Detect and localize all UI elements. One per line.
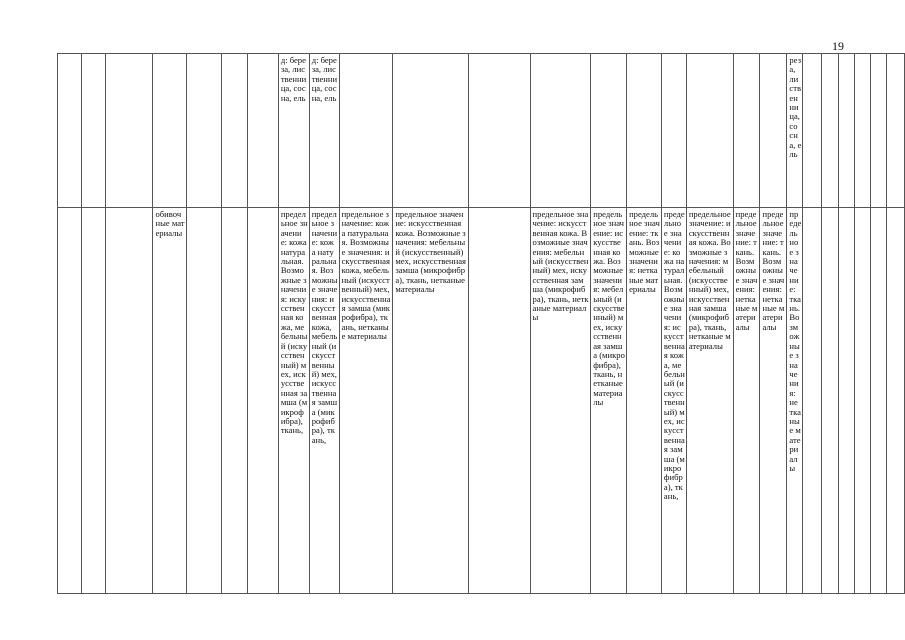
table-cell xyxy=(661,54,686,208)
table-cell xyxy=(468,54,530,208)
table-cell: предельное значение: кожа натуральная. Возможные значения: искусственная кожа, мебельный (искусственный) мех, искусственная замша (микрофибра), ткань, xyxy=(278,208,309,594)
document-table xyxy=(57,53,905,594)
table-cell xyxy=(839,208,855,594)
table-cell: предельное значение: кожа натуральная. Возможные значения: искусственная кожа, мебельный (искусственный) мех, искусственная замша (микрофибра), ткань, xyxy=(309,208,339,594)
table-cell xyxy=(393,54,469,208)
table-cell xyxy=(530,54,591,208)
table-cell xyxy=(803,208,822,594)
table-cell xyxy=(339,54,393,208)
table-cell xyxy=(58,54,82,208)
table-cell: предельное значение: искусственная кожа. Возможные значения: мебельный (искусственный) мех, искусственная замша (микрофибра), ткань, нетканые материалы xyxy=(530,208,591,594)
table-cell: предельное значение: кожа натуральная. Возможные значения: искусственная кожа, мебельный (искусственный) мех, искусственная замша (микрофибра), ткань, xyxy=(661,208,686,594)
table-cell xyxy=(187,208,222,594)
table-cell: предельное значение: ткань. Возможные значения: нетканые материалы xyxy=(760,208,787,594)
table-cell xyxy=(760,54,787,208)
table-cell: д: береза, лиственница, сосна, ель xyxy=(278,54,309,208)
table-cell xyxy=(822,208,839,594)
table-cell: предельное значение: ткань. Возможные значения: нетканые материалы xyxy=(787,208,803,594)
table-cell: реза, лиственница, сосна, ель xyxy=(787,54,803,208)
table-cell xyxy=(855,54,871,208)
table-cell xyxy=(886,54,904,208)
table-cell xyxy=(222,208,248,594)
table-cell xyxy=(222,54,248,208)
table-cell: обивочные материалы xyxy=(153,208,187,594)
table-cell: предельное значение: ткань. Возможные значения: нетканые материалы xyxy=(627,208,662,594)
table-cell xyxy=(58,208,82,594)
table-cell xyxy=(248,54,279,208)
table-cell xyxy=(81,208,105,594)
table-cell: предельное значение: искусственная кожа. Возможные значения: мебельный (искусственный) мех, искусственная замша (микрофибра), ткань, нетканые материалы xyxy=(393,208,469,594)
table-cell xyxy=(886,208,904,594)
table-row xyxy=(58,208,905,594)
table-cell xyxy=(733,54,760,208)
table-row xyxy=(58,54,905,208)
page-number: 19 xyxy=(832,39,844,53)
table-cell xyxy=(855,208,871,594)
table-cell: предельное значение: кожа патуральная. Возможные значения: искусственная кожа, мебельный (искусственный) мех, искусственная замша (микрофибра), ткань, нетканые материалы xyxy=(339,208,393,594)
table-cell: д: береза, лиственница, сосна, ель xyxy=(309,54,339,208)
table-cell xyxy=(153,54,187,208)
table-cell xyxy=(468,208,530,594)
table-cell xyxy=(686,54,733,208)
table-cell xyxy=(870,208,886,594)
table-cell xyxy=(870,54,886,208)
table-cell: предельное значение: искусственная кожа. Возможные значения: мебельный (искусственный) мех, искусственная замша (микрофибра), ткань, нетканые материалы xyxy=(686,208,733,594)
table-cell xyxy=(803,54,822,208)
table-cell: предельное значение: искусственная кожа. Возможные значения: мебельный (искусственный) мех, искусственная замша (микрофибра), ткань, нетканые материалы xyxy=(591,208,627,594)
table-cell xyxy=(187,54,222,208)
table-cell: предельное значение: ткань. Возможные значения: нетканые материалы xyxy=(733,208,760,594)
table-cell xyxy=(822,54,839,208)
table-cell xyxy=(81,54,105,208)
table-cell xyxy=(248,208,279,594)
table-cell xyxy=(839,54,855,208)
table-cell xyxy=(627,54,662,208)
table-cell xyxy=(105,54,153,208)
table-cell xyxy=(591,54,627,208)
table-cell xyxy=(105,208,153,594)
